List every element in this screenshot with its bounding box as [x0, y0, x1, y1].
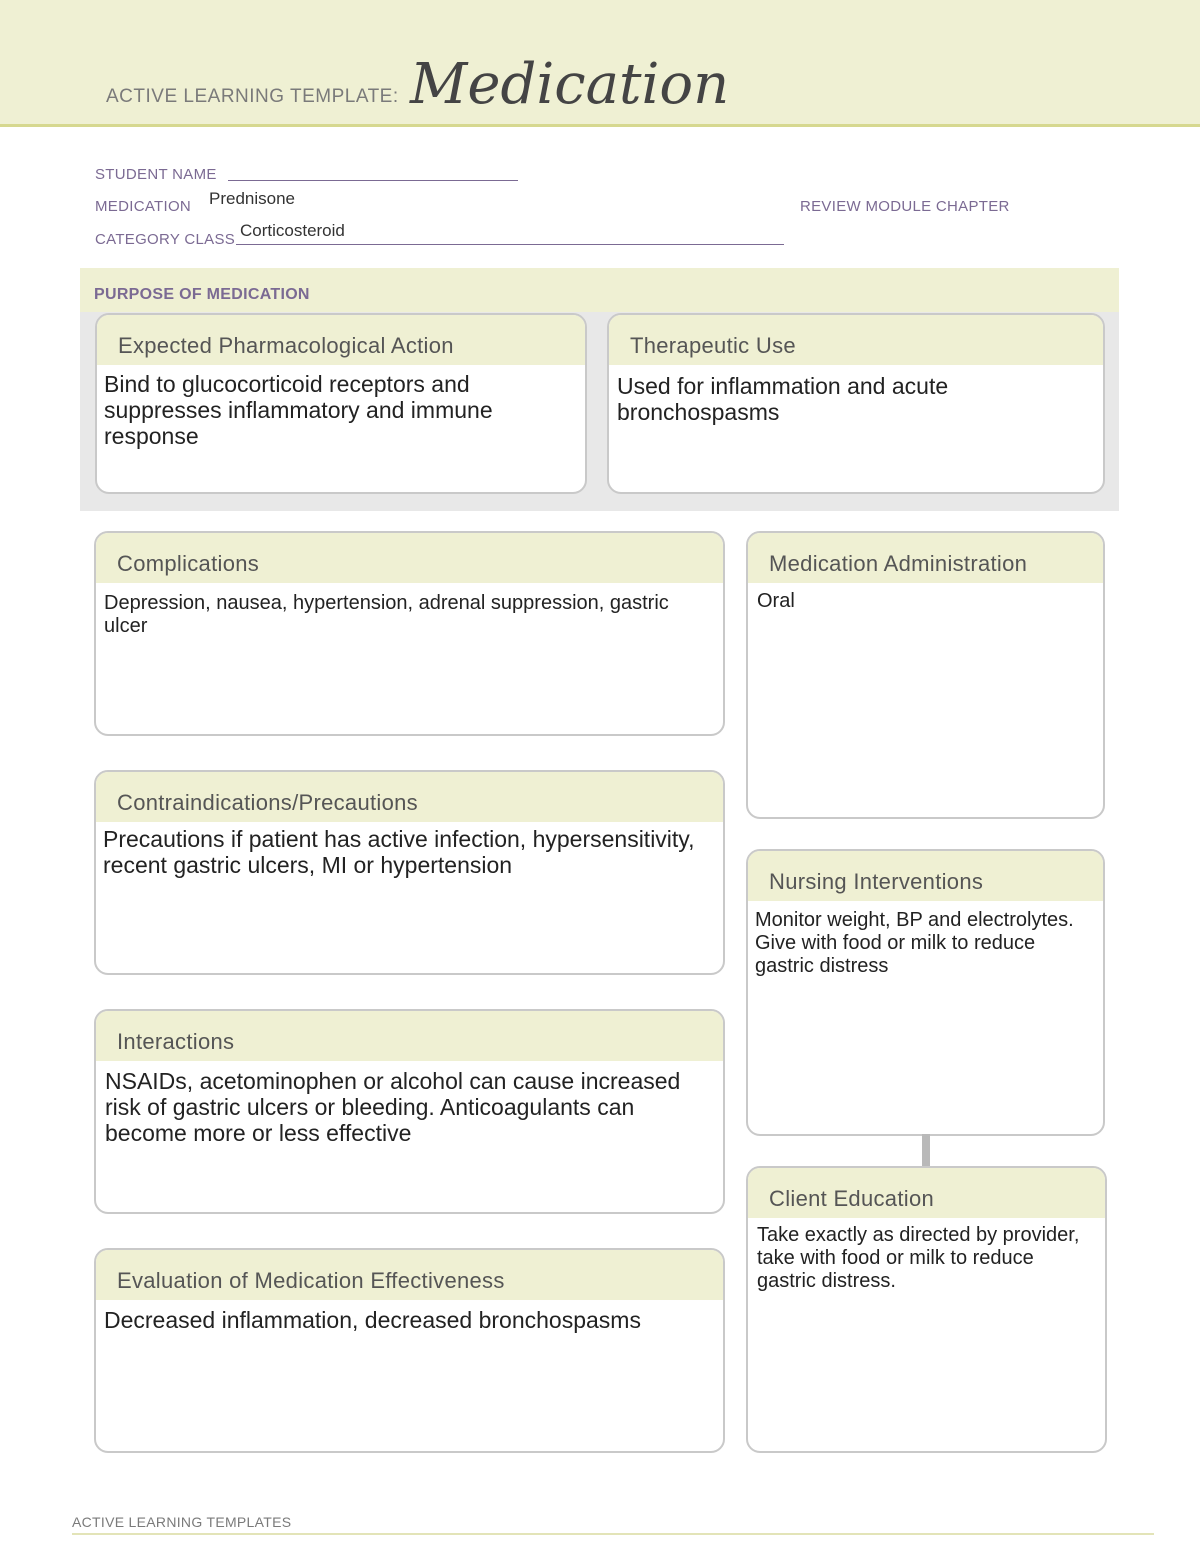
footer-divider: [72, 1533, 1154, 1535]
expected-action-card: [95, 313, 587, 494]
contraindications-title: Contraindications/Precautions: [96, 772, 723, 822]
nursing-interventions-title: Nursing Interventions: [748, 851, 1103, 901]
contraindications-card: [94, 770, 725, 975]
category-class-label: CATEGORY CLASS: [95, 231, 236, 248]
card-connector: [922, 1134, 930, 1167]
evaluation-title: Evaluation of Medication Effectiveness: [96, 1250, 723, 1300]
complications-card: [94, 531, 725, 736]
interactions-title: Interactions: [96, 1011, 723, 1061]
client-education-card: [746, 1166, 1107, 1453]
complications-title: Complications: [96, 533, 723, 583]
review-module-chapter-label: REVIEW MODULE CHAPTER: [800, 198, 1010, 215]
medication-label: MEDICATION: [95, 198, 192, 215]
page-title: Medication: [410, 52, 730, 117]
administration-title: Medication Administration: [748, 533, 1103, 583]
interactions-text[interactable]: NSAIDs, acetominophen or alcohol can cause increased risk of gastric ulcers or bleeding. Anticoagulants can become more or less effective: [105, 1068, 681, 1146]
therapeutic-use-text[interactable]: Used for inflammation and acute bronchospasms: [617, 373, 949, 425]
administration-text[interactable]: Oral: [757, 590, 795, 612]
complications-text[interactable]: Depression, nausea, hypertension, adrenal suppression, gastric ulcer: [104, 592, 669, 637]
nursing-interventions-card: [746, 849, 1105, 1136]
expected-action-title: Expected Pharmacological Action: [97, 315, 585, 365]
administration-card: [746, 531, 1105, 819]
student-name-label: STUDENT NAME: [95, 166, 217, 183]
template-prefix: ACTIVE LEARNING TEMPLATE:: [106, 86, 399, 107]
evaluation-text[interactable]: Decreased inflammation, decreased bronchospasms: [104, 1307, 641, 1333]
therapeutic-use-title: Therapeutic Use: [609, 315, 1103, 365]
student-name-line: [228, 180, 518, 181]
interactions-card: [94, 1009, 725, 1214]
category-class-field[interactable]: Corticosteroid: [240, 221, 345, 240]
nursing-interventions-text[interactable]: Monitor weight, BP and electrolytes. Give with food or milk to reduce gastric distress: [755, 909, 1074, 977]
footer-label: ACTIVE LEARNING TEMPLATES: [72, 1514, 292, 1530]
therapeutic-use-card: [607, 313, 1105, 494]
evaluation-card: [94, 1248, 725, 1453]
client-education-title: Client Education: [748, 1168, 1105, 1218]
contraindications-text[interactable]: Precautions if patient has active infection, hypersensitivity, recent gastric ulcers, MI or hypertension: [103, 826, 695, 878]
expected-action-text[interactable]: Bind to glucocorticoid receptors and suppresses inflammatory and immune response: [104, 371, 493, 449]
purpose-label: PURPOSE OF MEDICATION: [94, 286, 310, 303]
medication-field[interactable]: Prednisone: [209, 189, 296, 208]
client-education-text[interactable]: Take exactly as directed by provider, take with food or milk to reduce gastric distress.: [757, 1224, 1080, 1292]
category-class-line: [236, 244, 784, 245]
